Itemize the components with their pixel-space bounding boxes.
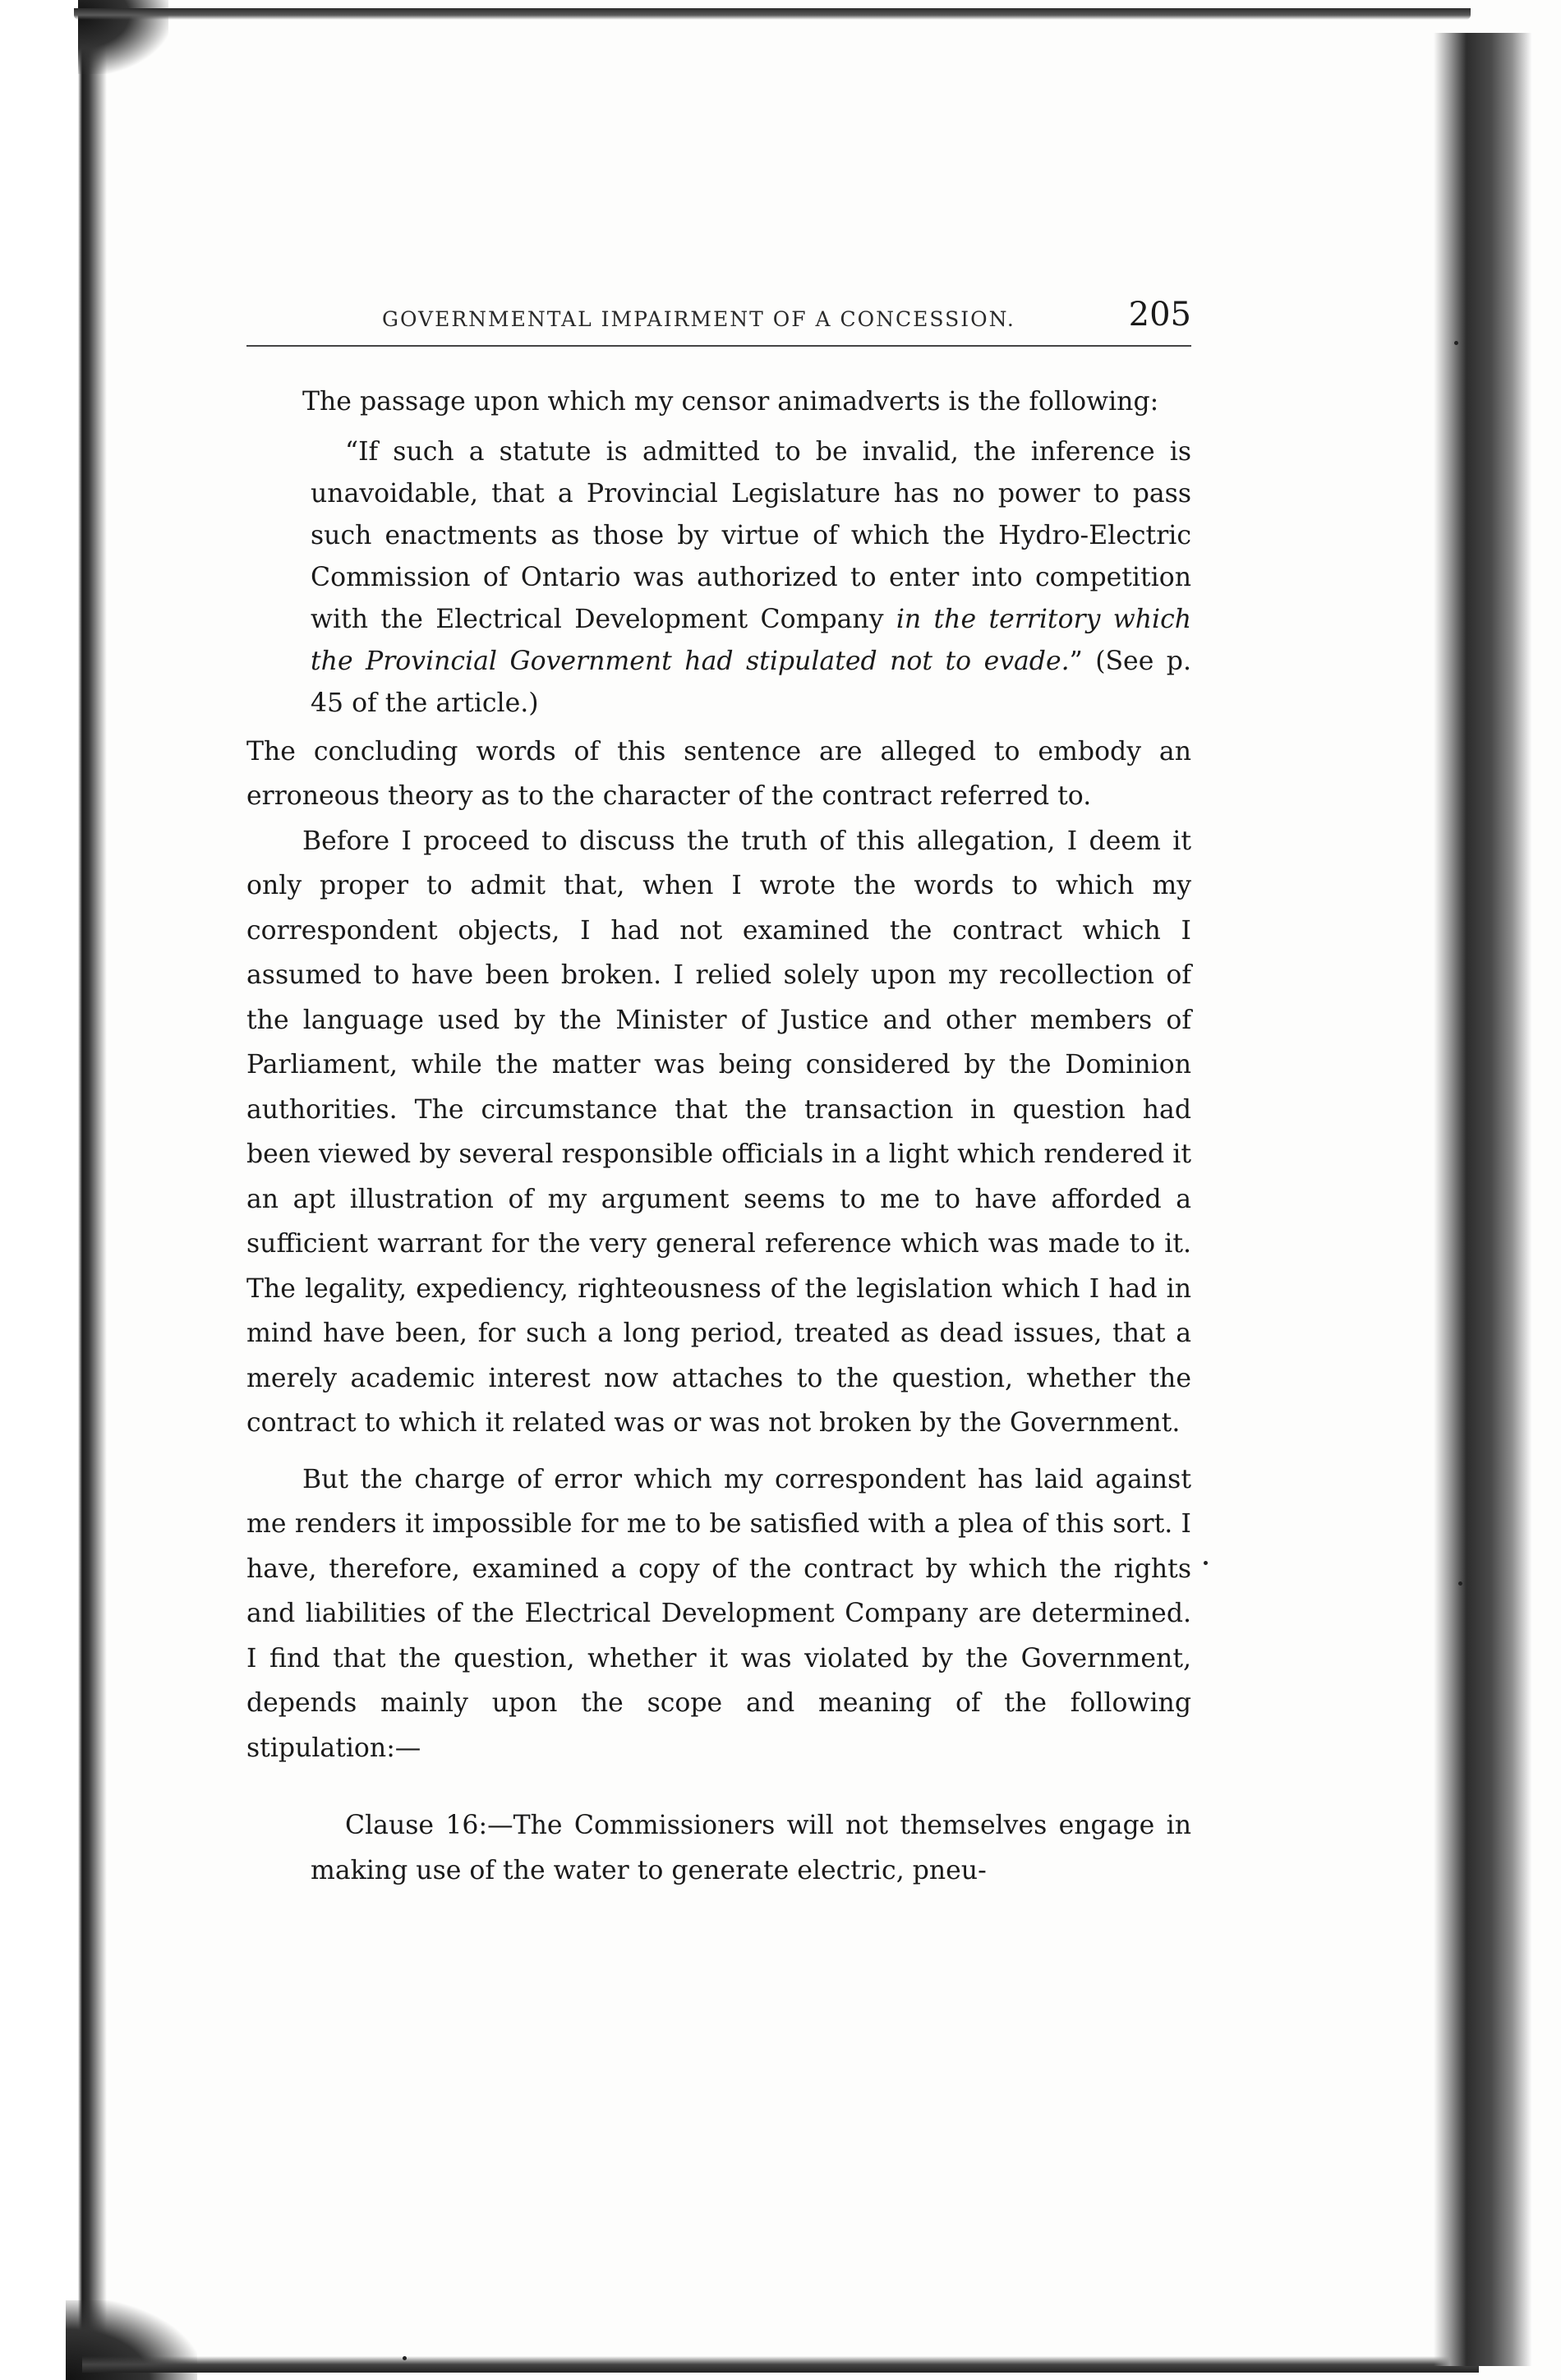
page-number: 205 xyxy=(1128,296,1191,334)
scan-speck xyxy=(1454,341,1458,345)
clause-16: Clause 16:—The Commissioners will not themselves engage in making use of the water to generate electric, pneu- xyxy=(311,1811,1191,1885)
scan-edge-bottom xyxy=(82,2356,1479,2373)
paragraph-intro: The passage upon which my censor animadverts is the following: xyxy=(302,387,1159,417)
paragraph-before-i-proceed: Before I proceed to discuss the truth of this allegation, I deem it only proper to admit that, when I wrote the words to which my correspondent objects, I had not examined the contract which I assumed to have been broken. I relied solely upon my recollection of the language used by the Minister of Justice and other members of Parliament, while the matter was being considered by the Dominion authorities. The circumstance that the transaction in question had been viewed by several responsible officials in a light which rendered it an apt illustration of my argument seems to me to have afforded a sufficient warrant for the very general reference which was made to it. The legality, expediency, righteousness of the legislation which I had in mind have been, for such a long period, treated as dead issues, that a merely academic interest now attaches to the question, whether the contract to which it related was or was not broken by the Government. xyxy=(246,826,1191,1438)
quote-italic-text: in the territory which the Provincial Government had stipulated not to evade. xyxy=(311,604,1191,676)
paragraph-concluding-words: The concluding words of this sentence are alleged to embody an erroneous theory as to the character of the contract referred to. xyxy=(246,736,1191,811)
scan-speck xyxy=(1458,1581,1462,1586)
running-head xyxy=(246,296,1191,347)
paragraph-charge-of-error: But the charge of error which my correspondent has laid against me renders it impossible for me to be satisfied with a plea of this sort. I have, therefore, examined a copy of the contract by which the rights and liabilities of the Electrical Development Company are determined. I find that the question, whether it was violated by the Government, depends mainly upon the scope and meaning of the following stipulation:— xyxy=(246,1464,1191,1763)
scan-speck xyxy=(403,2356,407,2360)
scan-edge-left xyxy=(0,0,115,2380)
scan-edge-top xyxy=(74,8,1471,20)
scan-edge-right xyxy=(1434,33,1532,2366)
quote-citation: ” (See p. 45 of the article.) xyxy=(311,646,1191,718)
running-title: GOVERNMENTAL IMPAIRMENT OF A CONCESSION. xyxy=(382,307,1015,331)
scan-speck xyxy=(1204,1561,1208,1565)
block-quote xyxy=(311,431,1191,725)
page-text xyxy=(246,296,1191,1893)
quote-text: “If such a statute is admitted to be invalid, the inference is unavoidable, that a Provincial Legislature has no power to pass such enactments as those by virtue of which the Hydro-Electric Commission of Ontario was authorized to enter into competition with the Electrical Development Company xyxy=(311,436,1191,634)
